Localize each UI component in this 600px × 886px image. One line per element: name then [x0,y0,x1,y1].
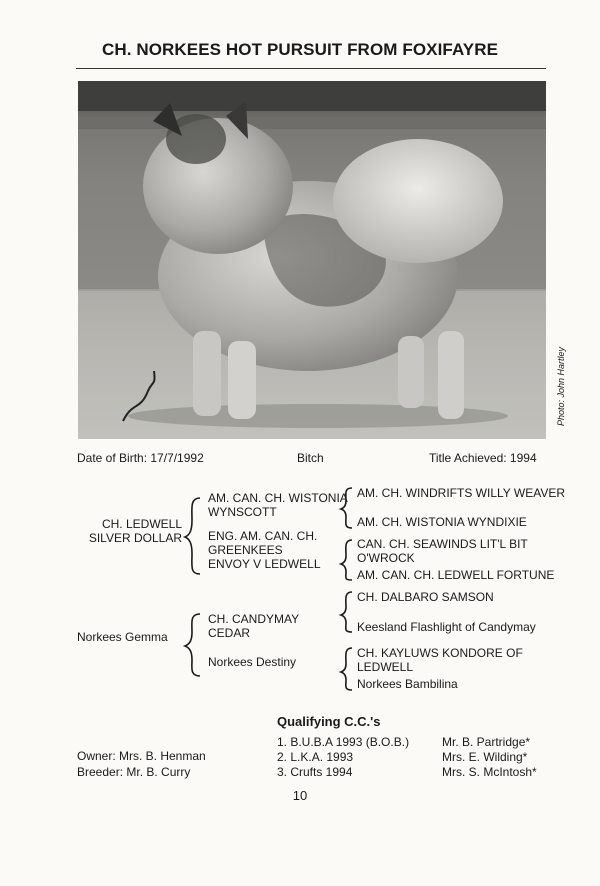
cc-judge: Mr. B. Partridge* [442,735,531,749]
sex: Bitch [297,451,324,465]
pedigree-ddd: Norkees Bambilina [357,677,458,691]
brace-dd [341,648,352,690]
cc-show: 3. Crufts 1994 [277,765,353,779]
brace-sd [341,540,352,580]
pedigree-dss: CH. DALBARO SAMSON [357,590,494,604]
owner: Owner: Mrs. B. Henman [77,749,206,763]
cc-judge: Mrs. E. Wilding* [442,750,528,764]
cc-show: 2. L.K.A. 1993 [277,750,354,764]
pedigree-sss: AM. CH. WINDRIFTS WILLY WEAVER [357,486,566,500]
pedigree-dam-sire: CH. CANDYMAY CEDAR [208,612,300,640]
cc-judge: Mrs. S. McIntosh* [442,765,537,779]
brace-dam [185,614,200,676]
date-of-birth: Date of Birth: 17/7/1992 [77,451,204,465]
pedigree-dds: CH. KAYLUWS KONDORE OF LEDWELL [357,646,523,674]
page-number: 10 [292,788,308,803]
breeder: Breeder: Mr. B. Curry [77,765,191,779]
pedigree-sire: CH. LEDWELL SILVER DOLLAR [88,517,182,545]
brace-ds [341,592,352,632]
brace-sire [185,498,200,574]
pedigree-dam: Norkees Gemma [77,630,168,644]
pedigree-dsd: Keesland Flashlight of Candymay [357,620,536,634]
brace-ss [341,488,352,528]
cc-show: 1. B.U.B.A 1993 (B.O.B.) [277,735,410,749]
pedigree-sire-dam: ENG. AM. CAN. CH. GREENKEES ENVOY V LEDWELL [208,529,321,571]
page-title: CH. NORKEES HOT PURSUIT FROM FOXIFAYRE [101,40,499,59]
pedigree-sds: CAN. CH. SEAWINDS LIT'L BIT O'WROCK [357,537,528,565]
pedigree-sire-sire: AM. CAN. CH. WISTONIA WYNSCOTT [208,491,348,519]
pedigree-dam-dam: Norkees Destiny [208,655,297,669]
photo-credit: Photo: John Hartley [556,346,566,426]
pedigree-sdd: AM. CAN. CH. LEDWELL FORTUNE [357,568,555,582]
qualifying-title: Qualifying C.C.'s [277,714,381,729]
title-achieved: Title Achieved: 1994 [429,451,537,465]
pedigree-ssd: AM. CH. WISTONIA WYNDIXIE [357,515,527,529]
